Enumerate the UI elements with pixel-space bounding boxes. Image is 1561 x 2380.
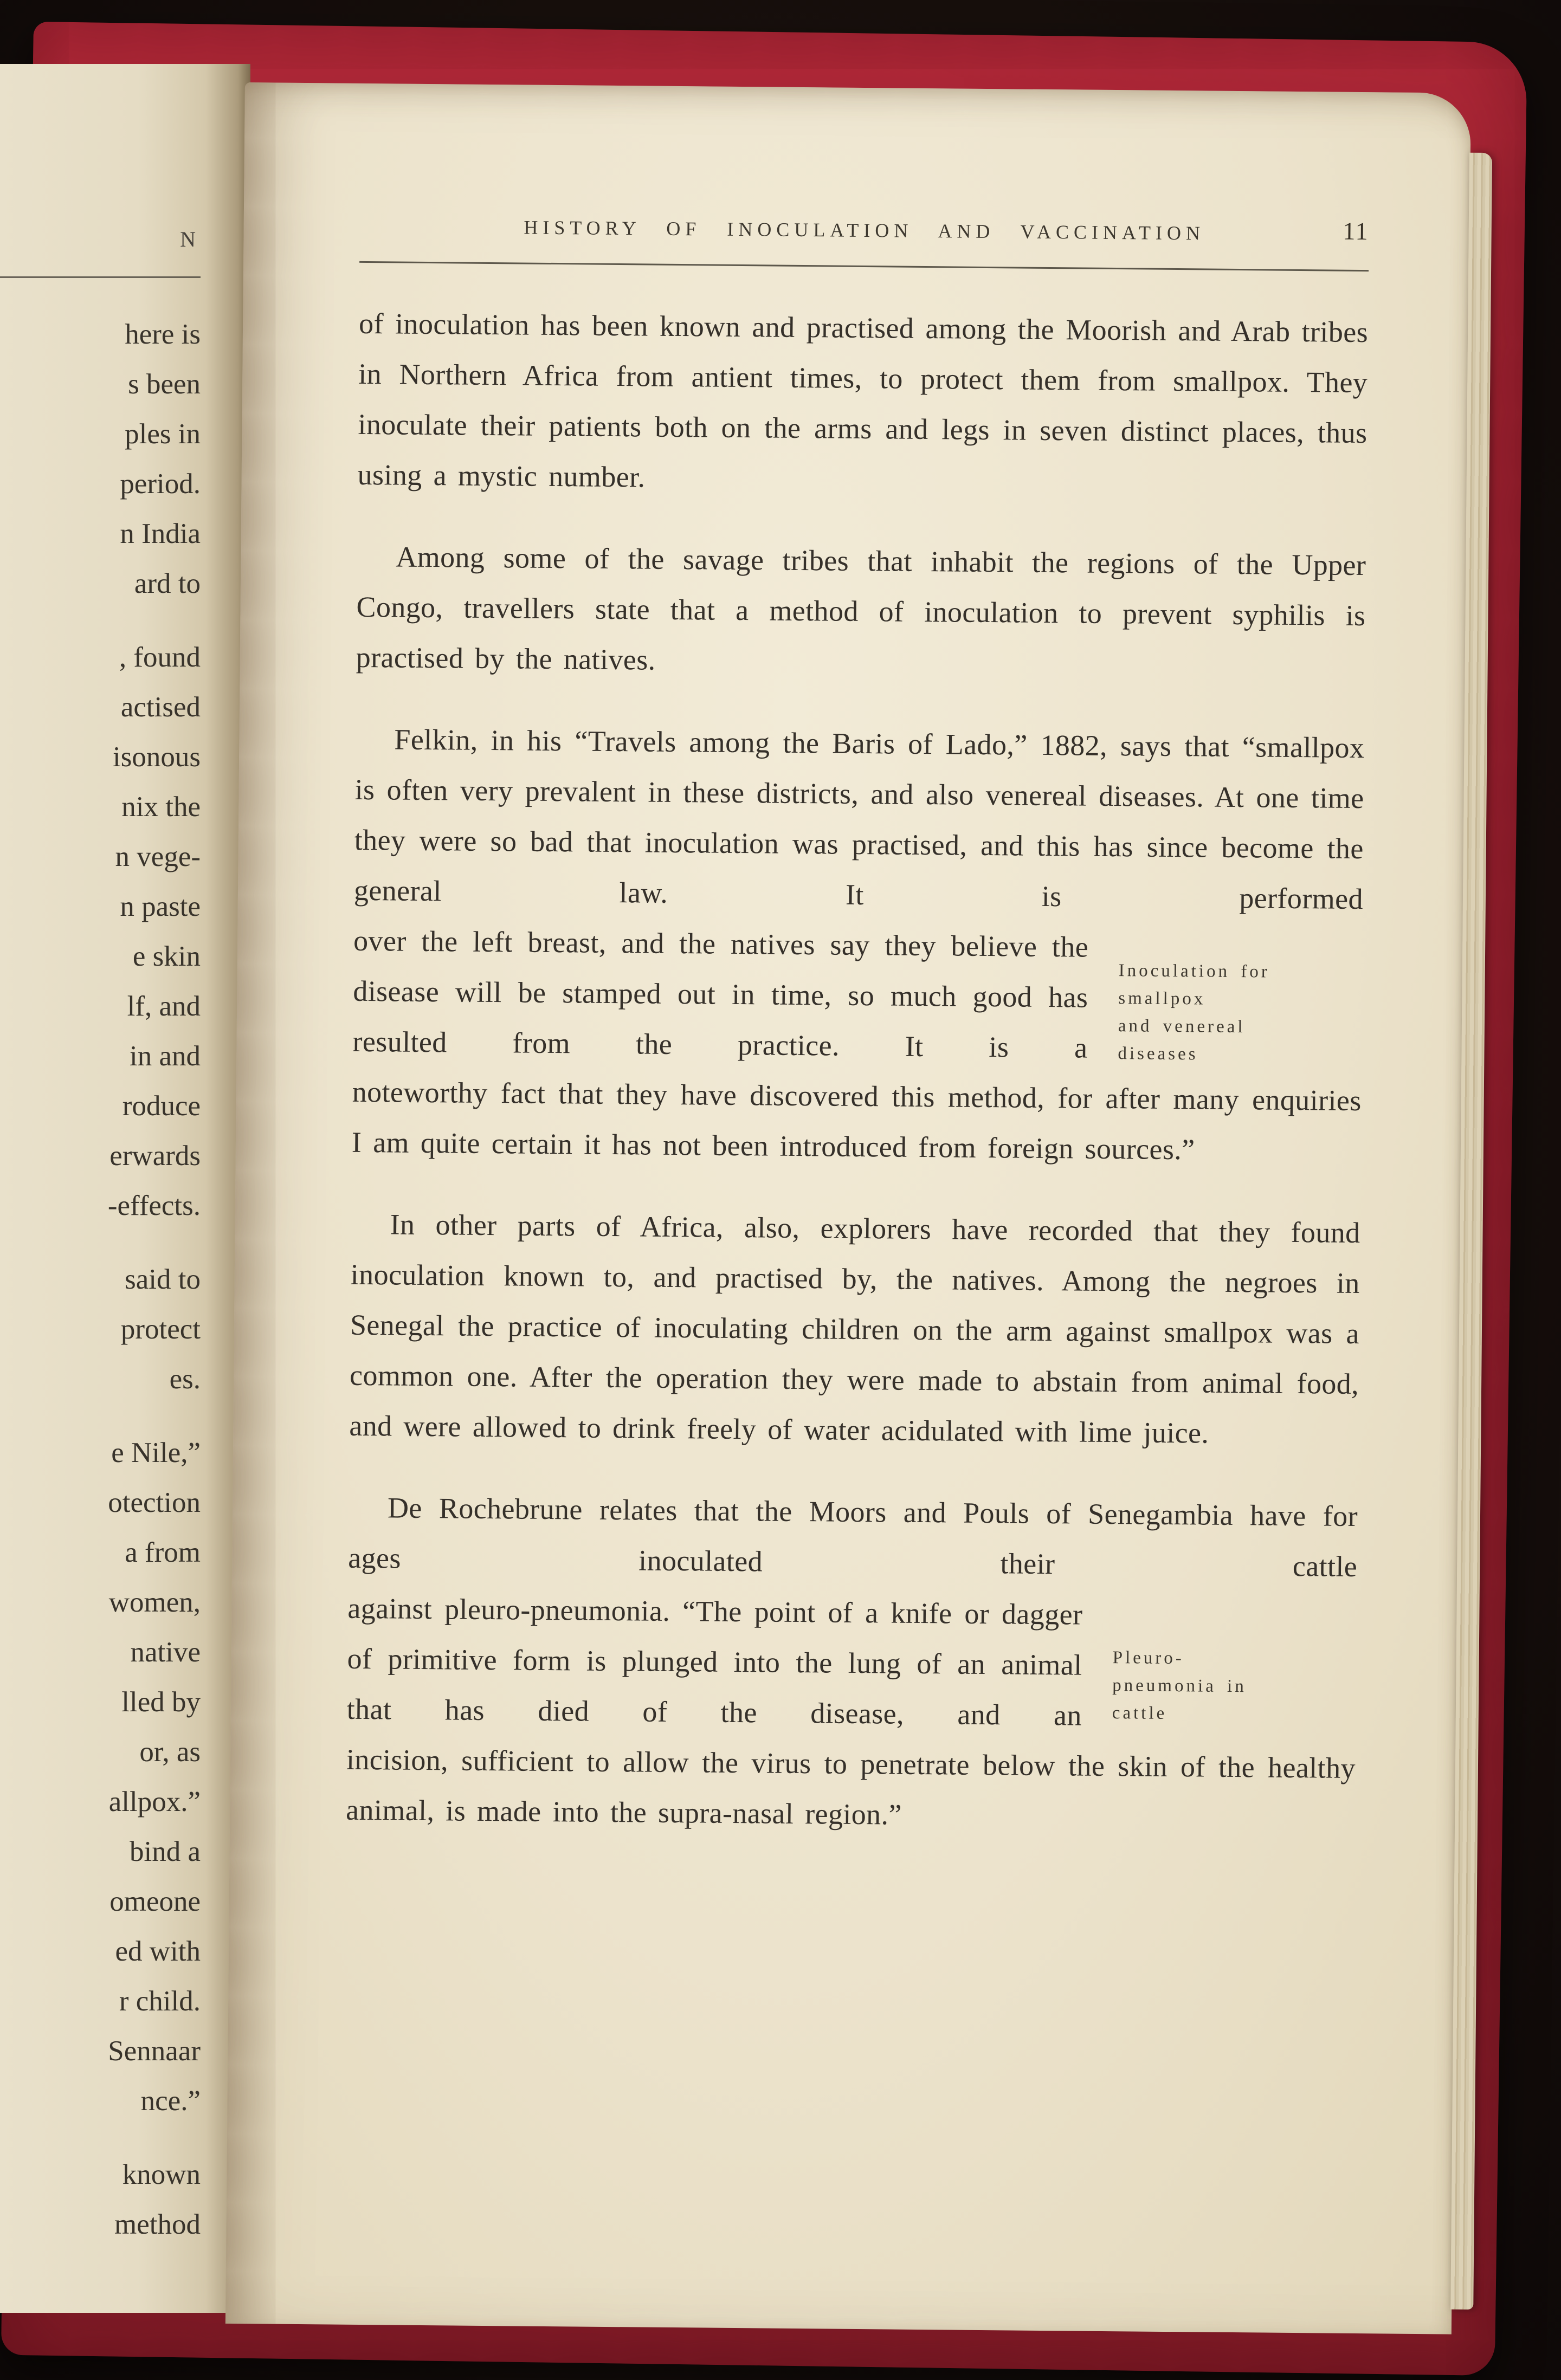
margin-note-smallpox: Inoculation for smallpox and venereal diseases [1118, 961, 1270, 1064]
paragraph-1-text: of inoculation has been known and practised among the Moorish and Arab tribes in Northern Africa from antient times, to protect them from smallpox. They inoculate their patients both on the arms and legs in seven distinct places, thus using a mystic number. [357, 307, 1369, 494]
paragraph-4 [349, 1199, 1360, 1460]
left-page-line: or, as [139, 1736, 201, 1768]
left-page-line: ples in [125, 418, 201, 450]
left-page-line: es. [169, 1363, 201, 1395]
header-rule [359, 261, 1369, 271]
left-page-line [0, 2126, 201, 2150]
left-page-line: roduce [122, 1090, 201, 1122]
left-page-line: protect [120, 1314, 201, 1345]
left-page-line: otection [108, 1487, 201, 1518]
paragraph-2 [356, 532, 1366, 691]
left-page-line: a from [125, 1537, 201, 1568]
paragraph-4-text: In other parts of Africa, also, explorers have recorded that they found inoculation known to, and practised by, the natives. Among the negroes in Senegal the practice of inoculating children on the arm against smallpox was a common one. After the operation they were made to abstain from animal food, and were allowed to drink freely of water acidulated with lime juice. [349, 1208, 1360, 1450]
left-page-lines [0, 309, 201, 2249]
left-page-line: n India [120, 518, 201, 549]
left-page [0, 64, 250, 2313]
left-page-line: lled by [121, 1686, 201, 1718]
left-page-line: bind a [130, 1836, 201, 1867]
left-page-line: e skin [132, 941, 201, 972]
left-page-header-rule [0, 276, 201, 278]
left-page-line: in and [130, 1040, 201, 1072]
left-page-line: here is [125, 319, 201, 350]
left-page-content [0, 64, 250, 2249]
left-page-line: e Nile,” [111, 1437, 201, 1469]
left-page-line: n paste [120, 891, 201, 922]
left-page-line: lf, and [127, 991, 201, 1022]
left-page-line: ed with [115, 1936, 201, 1967]
left-page-line: nix the [121, 791, 201, 823]
left-page-line: Sennaar [108, 2035, 201, 2067]
left-page-line: isonous [113, 741, 201, 773]
left-page-line: nce.” [140, 2085, 201, 2117]
left-page-line: , found [119, 642, 201, 673]
paragraph-3 [352, 714, 1365, 1176]
left-page-line: method [114, 2209, 201, 2240]
page-content [230, 82, 1471, 1845]
left-page-line: women, [108, 1587, 201, 1618]
paragraph-5-split [346, 1583, 1357, 1743]
page-title: HISTORY OF INOCULATION AND VACCINATION [524, 216, 1205, 244]
left-page-line: s been [128, 368, 201, 400]
left-page-line: native [130, 1637, 201, 1668]
left-page-line: allpox.” [108, 1786, 201, 1818]
left-page-line: period. [120, 468, 201, 500]
left-page-line: r child. [119, 1986, 201, 2017]
paragraph-5-narrow: against pleuro-pneumonia. “The point of a knife or dagger of primitive form is plunged into the lung of an animal that has died of the disease, and an [346, 1592, 1083, 1732]
left-page-line: -effects. [107, 1190, 201, 1221]
page-number: 11 [1343, 217, 1369, 245]
paragraph-5 [346, 1483, 1358, 1844]
left-page-line: omeone [109, 1886, 201, 1917]
paragraph-5-lead: De Rochebrune relates that the Moors and Pouls of Senegambia have for ages inoculated their cattle [347, 1491, 1358, 1583]
book-page [225, 82, 1471, 2334]
paragraph-3-narrow: over the left breast, and the natives say they believe the disease will be stamped out in time, so much good has resulted from the practice. It is a [352, 924, 1089, 1064]
paragraph-2-text: Among some of the savage tribes that inhabit the regions of the Upper Congo, travellers state that a method of inoculation to prevent syphilis is practised by the natives. [356, 540, 1366, 676]
paragraph-3-split [352, 916, 1363, 1076]
left-page-line: n vege- [115, 841, 201, 872]
left-page-line: said to [125, 1264, 201, 1295]
left-page-line [0, 1231, 201, 1254]
paragraph-1 [357, 299, 1368, 509]
left-page-line: known [122, 2159, 201, 2190]
page-header [360, 215, 1369, 246]
margin-note-pleuro-pneumonia: Pleuro- pneumonia in cattle [1112, 1648, 1247, 1723]
left-page-line [0, 609, 201, 632]
paragraph-3-lead: Felkin, in his “Travels among the Baris of Lado,” 1882, says that “smallpox is often very prevalent in these districts, and also venereal diseases. At one time they were so bad that inoculation was practised, and this has since become the general law. It is performed [353, 723, 1365, 916]
left-page-line: erwards [109, 1140, 201, 1172]
left-page-header-fragment: N [180, 227, 201, 251]
paragraph-5-tail: incision, sufficient to allow the virus to penetrate below the skin of the healthy animal, is made into the supra‑nasal region.” [345, 1743, 1356, 1831]
left-page-line [0, 1404, 201, 1428]
body-text [346, 299, 1369, 1844]
paragraph-3-tail: noteworthy fact that they have discovered this method, for after many enquiries I am quite certain it has not been introduced from foreign sources.” [351, 1075, 1362, 1166]
left-page-line: ard to [134, 568, 201, 599]
left-page-line: actised [120, 691, 201, 723]
